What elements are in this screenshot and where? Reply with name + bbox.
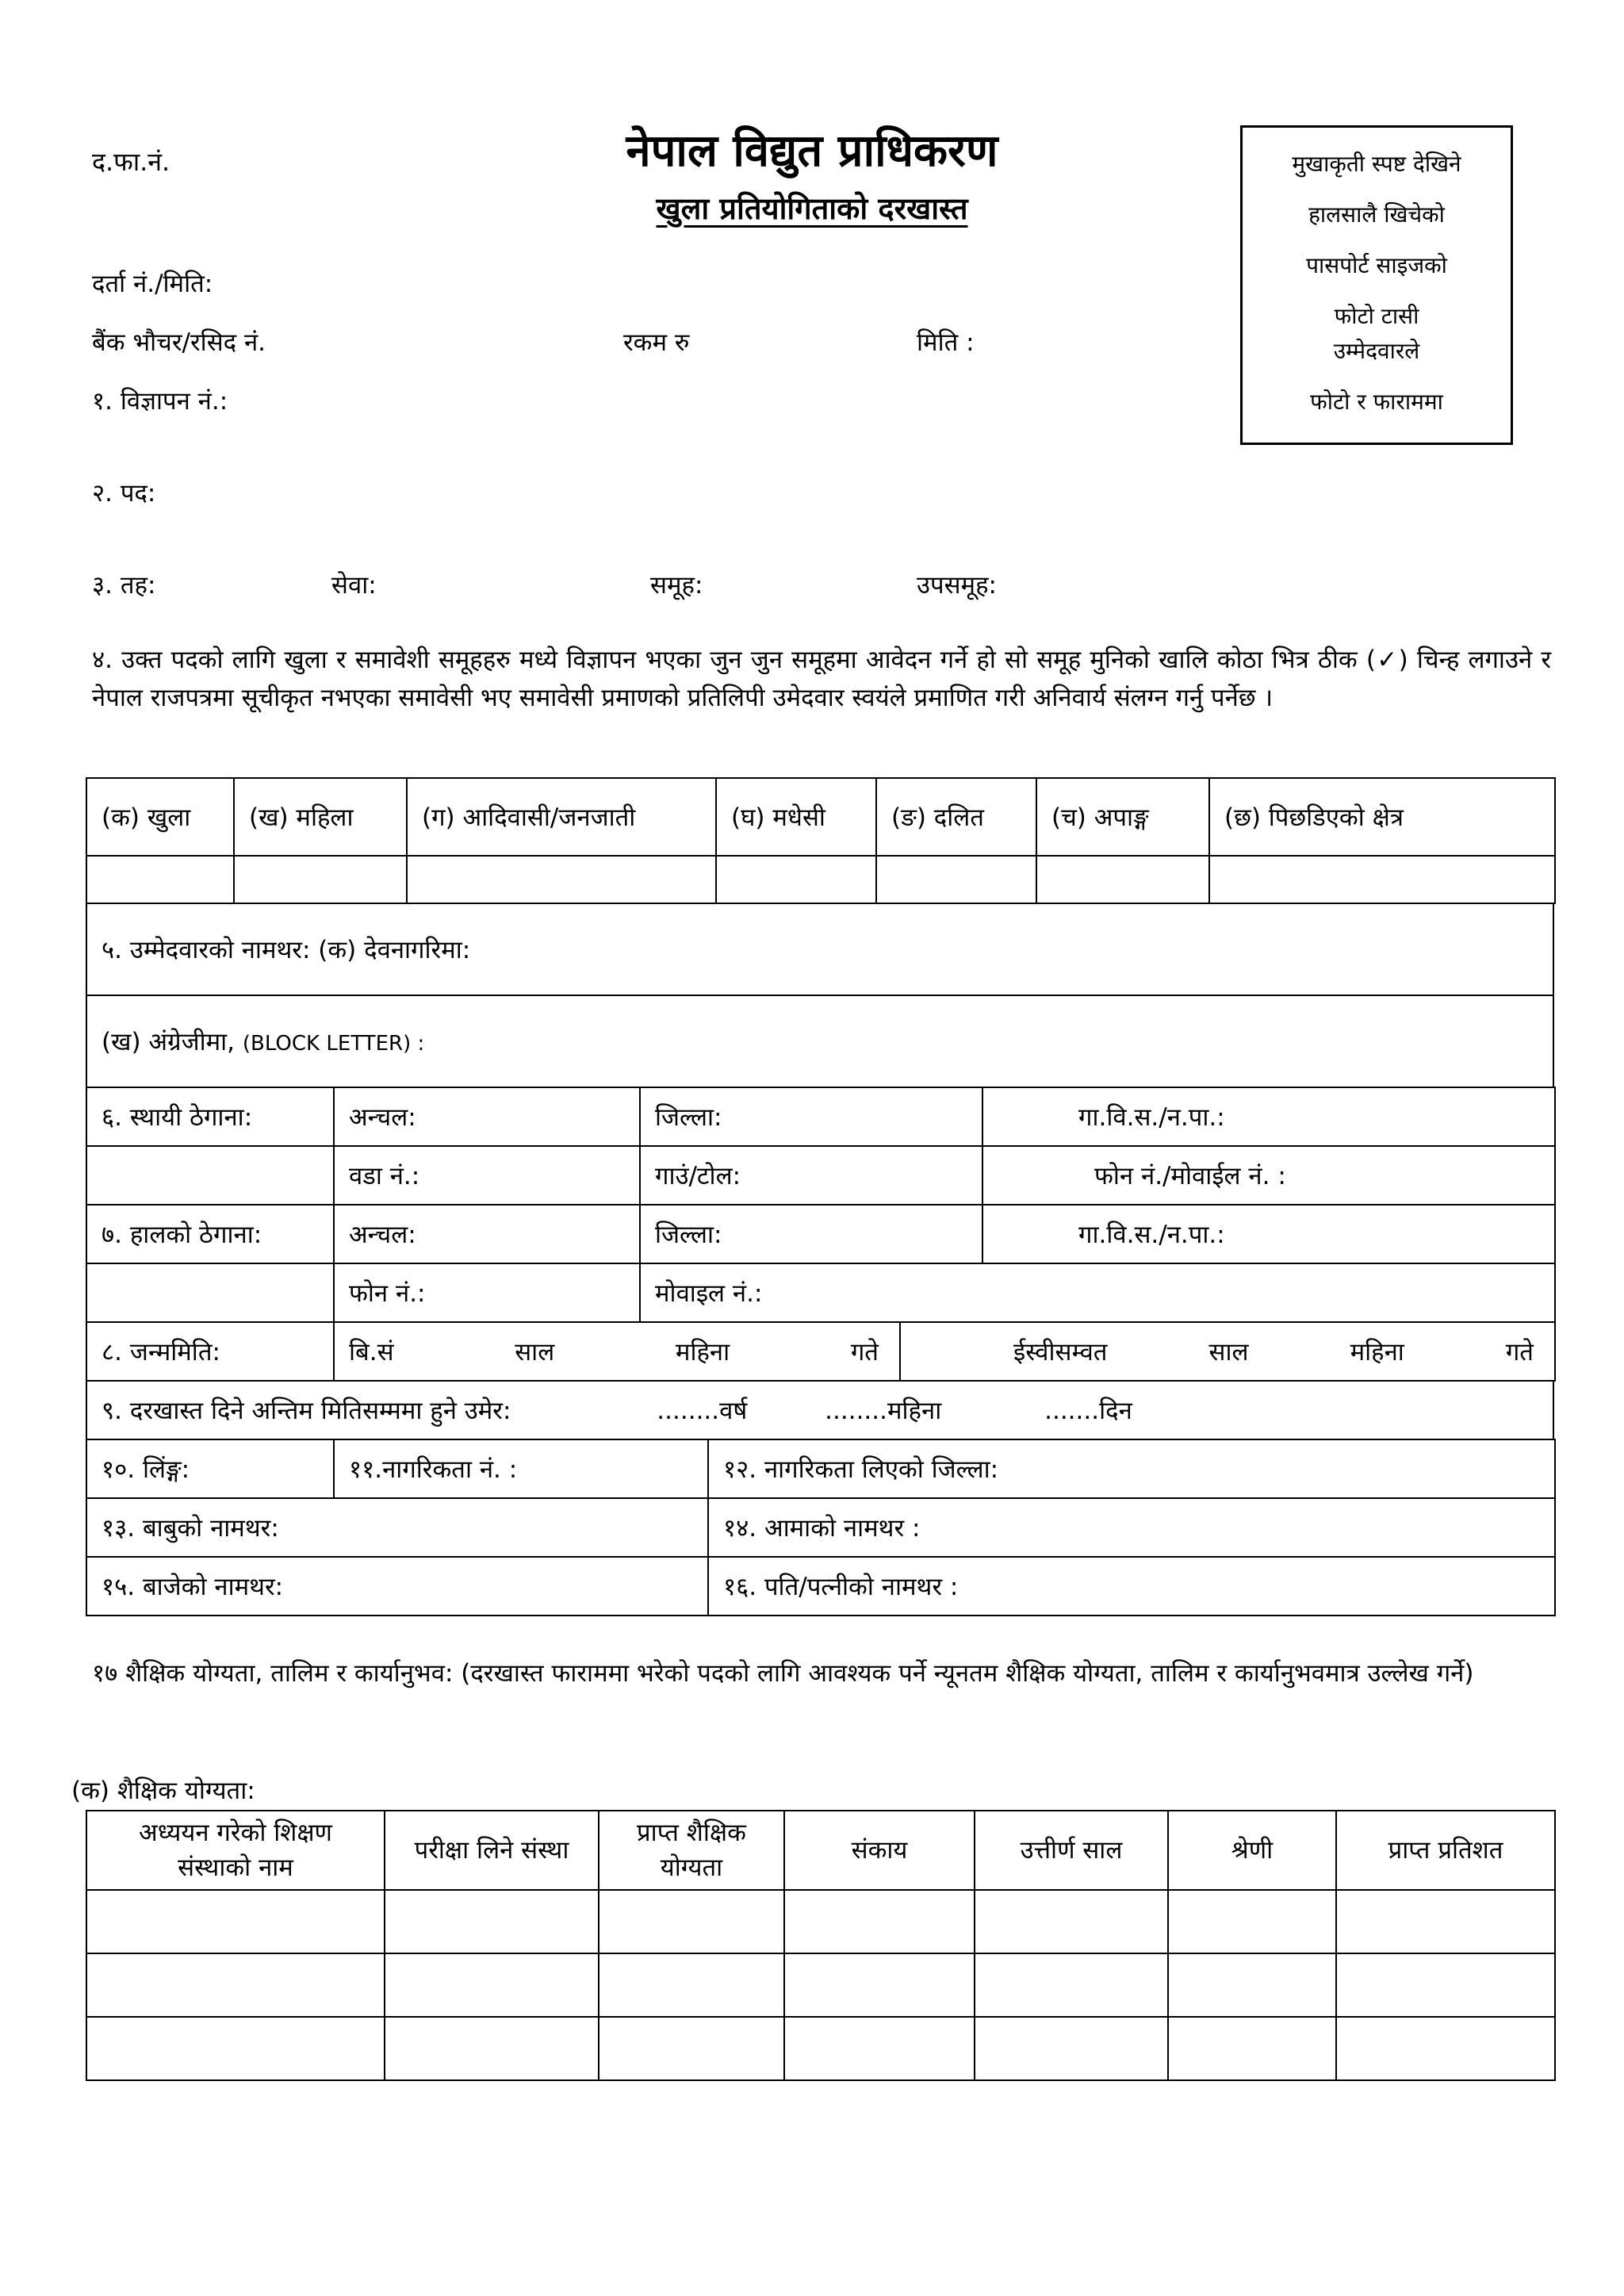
education-table [86,1810,1556,2081]
address-table [86,1087,1556,1323]
amount-field[interactable]: रकम रु [623,328,690,357]
group-madhesi-header: (घ) मधेसी [716,778,876,856]
dob-label: ८. जन्ममिति: [86,1322,334,1381]
registration-field[interactable]: दर्ता नं./मिति: [92,270,213,298]
education-header-division: श्रेणी [1168,1811,1336,1890]
photo-box [1240,125,1513,445]
education-cell[interactable] [599,1890,784,1953]
education-cell[interactable] [1168,1953,1336,2017]
group-dalit-checkbox[interactable] [876,856,1036,903]
section-17-instructions: १७ शैक्षिक योग्यता, तालिम र कार्यानुभव: (दरखास्त फाराममा भरेको पदको लागि आवश्यक पर्ने न्यूनतम शैक्षिक योग्यता, तालिम र कार्यानुभवमात्र उल्लेख गर्ने) [92,1659,1474,1688]
year-label: साल [1208,1338,1249,1366]
permanent-district-field[interactable]: जिल्ला: [640,1087,982,1146]
month-label: महिना [1350,1338,1404,1366]
permanent-ward-field[interactable]: वडा नं.: [334,1146,640,1205]
age-days: .......दिन [1044,1397,1132,1425]
gender-field[interactable]: १०. लिंङ्ग: [86,1439,334,1498]
group-field[interactable]: समूह: [650,571,703,600]
group-disabled-header: (च) अपाङ्ग [1036,778,1209,856]
service-field[interactable]: सेवा: [331,571,377,600]
age-field[interactable] [86,1381,1553,1439]
photo-instruction: उम्मेदवारले [1333,338,1420,364]
education-cell[interactable] [784,1890,975,1953]
subgroup-field[interactable]: उपसमूह: [917,571,997,600]
name-english-label: (ख) अंग्रेजीमा, [102,1028,236,1056]
education-cell[interactable] [385,1890,599,1953]
current-vdc-field[interactable]: गा.वि.स./न.पा.: [982,1205,1555,1263]
education-cell[interactable] [975,1953,1168,2017]
day-label: गते [850,1338,879,1366]
age-months: ........महिना [825,1397,942,1425]
education-cell[interactable] [1336,2017,1555,2080]
education-cell[interactable] [975,1890,1168,1953]
applicant-form-table [86,777,1556,904]
group-open-checkbox[interactable] [86,856,234,903]
education-cell[interactable] [86,1953,385,2017]
dob-bs-field[interactable] [334,1322,900,1381]
citizenship-district-field[interactable]: १२. नागरिकता लिएको जिल्ला: [708,1439,1555,1498]
month-label: महिना [675,1338,730,1366]
education-header-qualification: प्राप्त शैक्षिक योग्यता [599,1811,784,1890]
education-cell[interactable] [385,1953,599,2017]
education-header-institution: अध्ययन गरेको शिक्षण संस्थाको नाम [86,1811,385,1890]
section-4-instructions: ४. उक्त पदको लागि खुला र समावेशी समूहहरु मध्ये विज्ञापन भएका जुन जुन समूहमा आवेदन गर्ने हो सो समूह मुनिको खालि कोठा भित्र ठीक (✓) चिन्ह लगाउने र नेपाल राजपत्रमा सूचीकृत नभएका समावेसी भए समावेसी प्रमाणको प्रतिलिपी उमेदवार स्वयंले प्रमाणित गरी अनिवार्य संलग्न गर्नु पर्नेछ । [92,646,1551,712]
group-madhesi-checkbox[interactable] [716,856,876,903]
photo-instruction: फोटो र फाराममा [1310,389,1443,415]
permanent-phone-field[interactable]: फोन नं./मोवाईल नं. : [982,1146,1555,1205]
group-backward-header: (छ) पिछडिएको क्षेत्र [1209,778,1555,856]
day-label: गते [1505,1338,1534,1366]
group-indigenous-checkbox[interactable] [407,856,716,903]
citizenship-number-field[interactable]: ११.नागरिकता नं. : [334,1439,708,1498]
education-cell[interactable] [385,2017,599,2080]
page-title: नेपाल विद्युत प्राधिकरण [626,125,998,177]
education-label: (क) शैक्षिक योग्यता: [71,1777,255,1805]
level-field[interactable]: ३. तह: [92,571,156,600]
education-cell[interactable] [599,1953,784,2017]
education-header-percentage: प्राप्त प्रतिशत [1336,1811,1555,1890]
education-header-board: परीक्षा लिने संस्था [385,1811,599,1890]
name-devanagari-field[interactable]: ५. उम्मेदवारको नामथर: (क) देवनागरिमा: [86,903,1553,995]
age-years: ........वर्ष [657,1397,748,1425]
group-disabled-checkbox[interactable] [1036,856,1209,903]
group-women-checkbox[interactable] [234,856,407,903]
education-cell[interactable] [1336,1953,1555,2017]
ad-label: ईस्वीसम्वत [1013,1338,1108,1366]
grandfather-name-field[interactable]: १५. बाजेको नामथर: [86,1557,708,1616]
group-women-header: (ख) महिला [234,778,407,856]
age-label: ९. दरखास्त दिने अन्तिम मितिसम्ममा हुने उमेर: [102,1397,511,1425]
age-table [86,1380,1554,1440]
education-header-faculty: संकाय [784,1811,975,1890]
voucher-field[interactable]: बैंक भौचर/रसिद नं. [92,328,266,357]
group-dalit-header: (ङ) दलित [876,778,1036,856]
education-cell[interactable] [599,2017,784,2080]
spouse-name-field[interactable]: १६. पति/पत्नीको नामथर : [708,1557,1555,1616]
current-zone-field[interactable]: अन्चल: [334,1205,640,1263]
permanent-address-label: ६. स्थायी ठेगाना: [86,1087,334,1146]
education-cell[interactable] [1336,1890,1555,1953]
permanent-village-field[interactable]: गाउं/टोल: [640,1146,982,1205]
year-label: साल [515,1338,555,1366]
permanent-vdc-field[interactable]: गा.वि.स./न.पा.: [982,1087,1555,1146]
dob-table [86,1321,1556,1382]
empty-cell [86,1263,334,1322]
education-header-year: उत्तीर्ण साल [975,1811,1168,1890]
name-english-field[interactable] [86,995,1553,1087]
post-field[interactable]: २. पद: [92,479,156,508]
education-cell[interactable] [86,2017,385,2080]
file-number-label: द.फा.नं. [92,147,170,177]
personal-details-table [86,903,1554,1088]
photo-instruction: पासपोर्ट साइजको [1306,252,1447,278]
group-indigenous-header: (ग) आदिवासी/जनजाती [407,778,716,856]
current-mobile-field[interactable]: मोवाइल नं.: [640,1263,1555,1322]
identity-table [86,1439,1556,1616]
photo-instruction: फोटो टासी [1334,303,1419,329]
education-cell[interactable] [784,2017,975,2080]
education-cell[interactable] [975,2017,1168,2080]
education-cell[interactable] [86,1890,385,1953]
current-phone-field[interactable]: फोन नं.: [334,1263,640,1322]
permanent-zone-field[interactable]: अन्चल: [334,1087,640,1146]
empty-cell [86,1146,334,1205]
mother-name-field[interactable]: १४. आमाको नामथर : [708,1498,1555,1557]
education-cell[interactable] [1168,2017,1336,2080]
advert-number-field[interactable]: १. विज्ञापन नं.: [92,387,228,416]
photo-instruction: मुखाकृती स्पष्ट देखिने [1292,151,1461,177]
group-open-header: (क) खुला [86,778,234,856]
date-field[interactable]: मिति : [917,328,975,357]
page-subtitle: खुला प्रतियोगिताको दरखास्त [656,191,968,226]
current-district-field[interactable]: जिल्ला: [640,1205,982,1263]
group-backward-checkbox[interactable] [1209,856,1555,903]
current-address-label: ७. हालको ठेगाना: [86,1205,334,1263]
education-cell[interactable] [1168,1890,1336,1953]
photo-instruction: हालसालै खिचेको [1308,201,1445,228]
dob-ad-field[interactable] [900,1322,1555,1381]
block-letter-note: (BLOCK LETTER) : [242,1032,425,1056]
bs-label: बि.सं [349,1338,394,1366]
father-name-field[interactable]: १३. बाबुको नामथर: [86,1498,708,1557]
education-cell[interactable] [784,1953,975,2017]
